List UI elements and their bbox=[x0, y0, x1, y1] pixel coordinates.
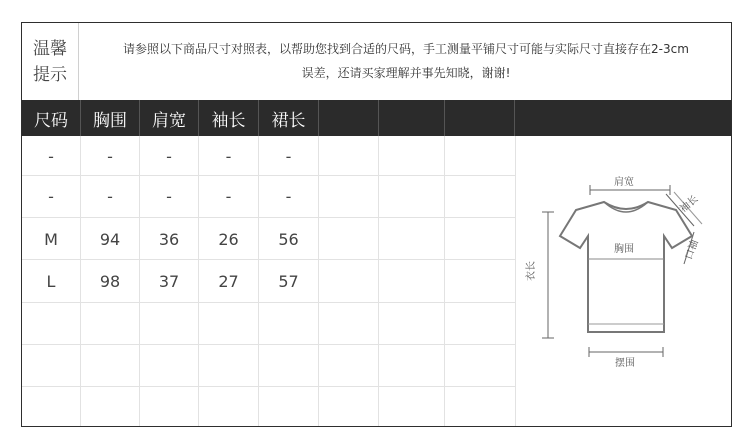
header-shoulder: 肩宽 bbox=[140, 100, 199, 136]
grid-line bbox=[22, 344, 515, 345]
header-empty-4 bbox=[515, 100, 731, 136]
table-cell: - bbox=[166, 146, 172, 166]
header-skirt-length: 裙长 bbox=[259, 100, 319, 136]
table-cell: M bbox=[44, 229, 58, 249]
measurement-diagram bbox=[515, 136, 732, 426]
table-cell: - bbox=[225, 186, 232, 206]
tshirt-diagram bbox=[516, 136, 732, 426]
diagram-label-length: 衣长 bbox=[526, 261, 537, 281]
tip-text bbox=[86, 37, 726, 85]
table-cell: - bbox=[107, 146, 113, 166]
grid-line bbox=[22, 386, 515, 387]
diagram-label-cuff: 口袖 bbox=[683, 238, 701, 262]
table-header bbox=[22, 100, 731, 136]
tip-section bbox=[22, 23, 731, 101]
header-empty-2 bbox=[379, 100, 445, 136]
grid-line bbox=[318, 136, 319, 426]
tip-label-line1: 温馨 bbox=[33, 38, 67, 59]
table-cell: - bbox=[107, 186, 113, 206]
diagram-label-chest: 胸围 bbox=[614, 244, 634, 255]
diagram-label-sleeve: 袖长 bbox=[678, 193, 701, 215]
diagram-label-hem: 摆围 bbox=[615, 358, 635, 369]
grid-line bbox=[22, 302, 515, 303]
header-empty-1 bbox=[319, 100, 379, 136]
table-cell: 26 bbox=[218, 229, 239, 249]
header-empty-3 bbox=[445, 100, 515, 136]
header-size: 尺码 bbox=[22, 100, 81, 136]
table-cell: 36 bbox=[158, 229, 180, 249]
header-sleeve: 袖长 bbox=[199, 100, 259, 136]
table-cell: L bbox=[46, 271, 56, 291]
grid-line bbox=[22, 259, 515, 260]
table-cell: - bbox=[285, 186, 292, 206]
table-cell: - bbox=[285, 146, 292, 166]
table-cell: 57 bbox=[278, 271, 299, 291]
table-cell: 37 bbox=[158, 271, 180, 291]
table-cell: 27 bbox=[218, 271, 239, 291]
table-cell: 98 bbox=[99, 271, 121, 291]
table-cell: - bbox=[166, 186, 172, 206]
table-cell: 94 bbox=[99, 229, 121, 249]
tip-label-line2: 提示 bbox=[33, 64, 67, 85]
grid-line bbox=[378, 136, 379, 426]
grid-line bbox=[444, 136, 445, 426]
grid-line bbox=[22, 217, 515, 218]
tip-label bbox=[22, 23, 79, 100]
table-cell: - bbox=[225, 146, 232, 166]
header-chest: 胸围 bbox=[81, 100, 140, 136]
table-cell: 56 bbox=[278, 229, 299, 249]
table-cell: - bbox=[48, 186, 54, 206]
table-cell: - bbox=[48, 146, 54, 166]
diagram-label-shoulder: 肩宽 bbox=[614, 177, 634, 188]
tip-text-line1: 请参照以下商品尺寸对照表，以帮助您找到合适的尺码，手工测量平铺尺寸可能与实际尺寸直接存在2-3cm bbox=[123, 42, 689, 56]
tip-text-line2: 误差，还请买家理解并事先知晓，谢谢! bbox=[301, 66, 511, 80]
